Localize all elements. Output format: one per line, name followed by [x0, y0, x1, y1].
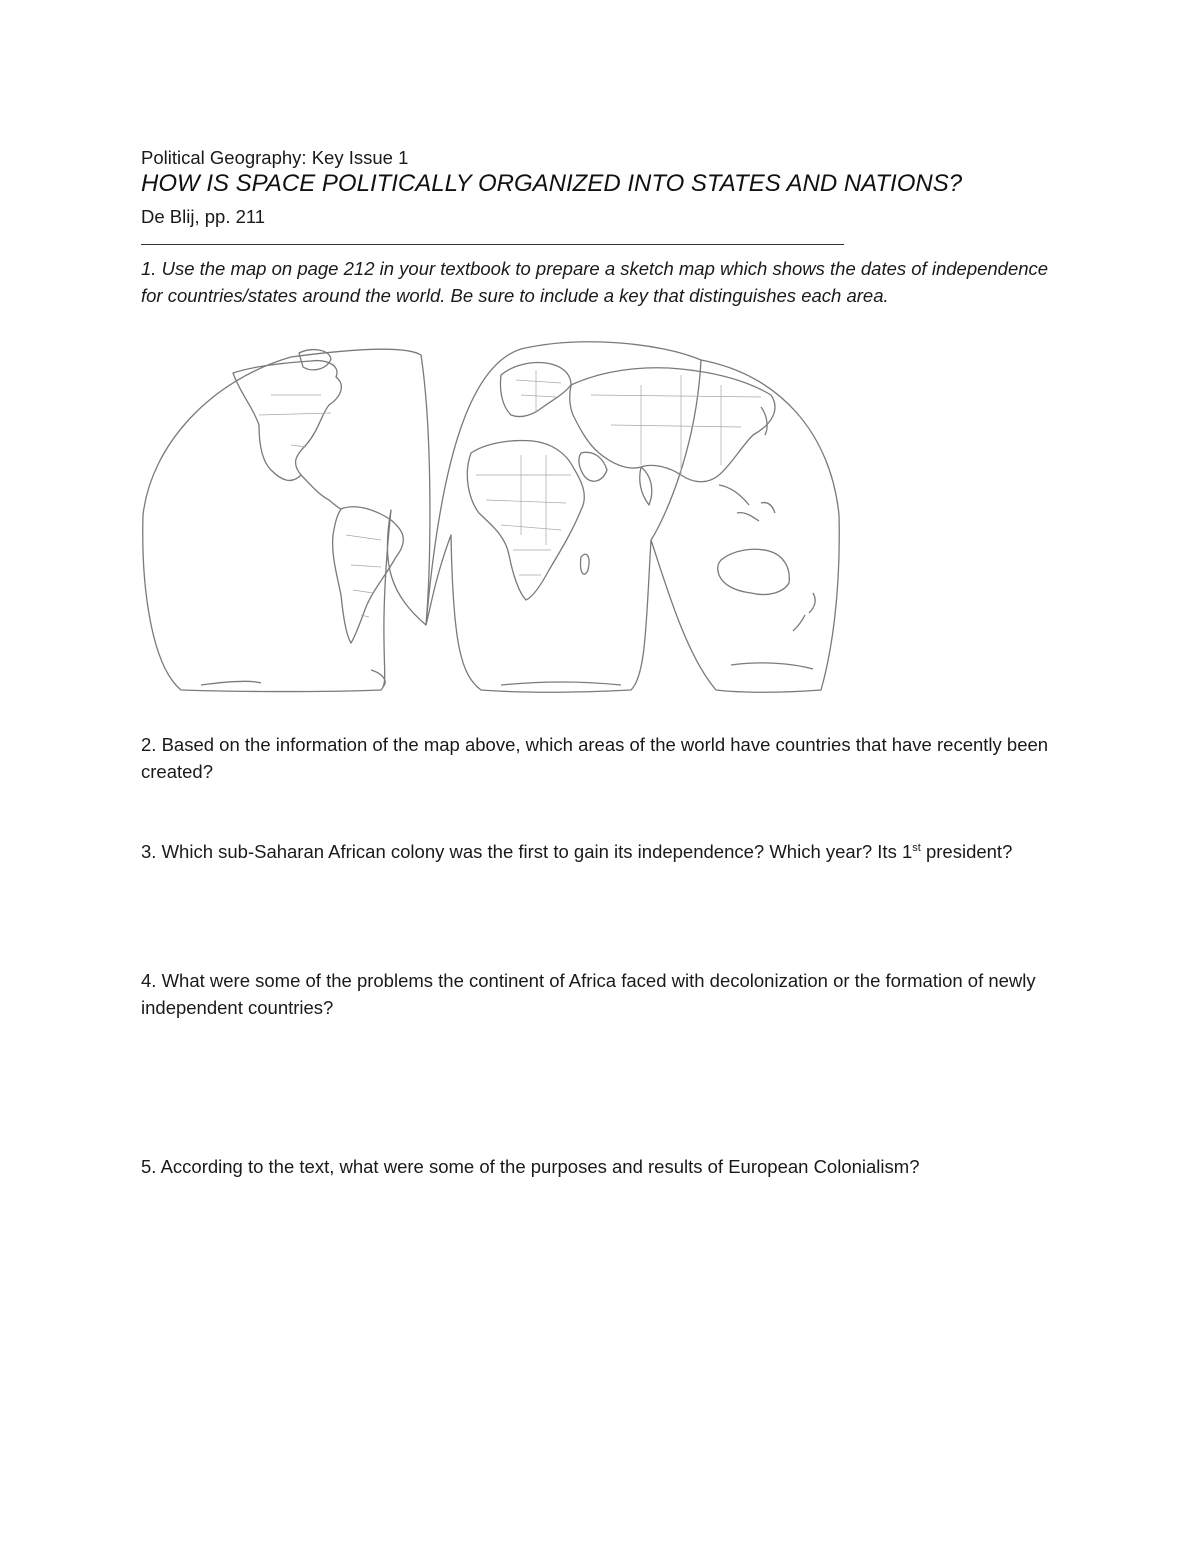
australia-outline — [718, 549, 790, 594]
country-borders-europe — [516, 370, 561, 413]
asia-outline — [570, 368, 775, 482]
question-4-number: 4. — [141, 970, 157, 991]
asia-oceania-lobe-outline — [651, 360, 839, 692]
question-1 — [141, 255, 1061, 309]
question-1-text: Use the map on page 212 in your textbook to prepare a sketch map which shows the dates of independence for countries/states around the world. Be sure to include a key that distinguishes each area. — [141, 258, 1049, 306]
source-reference: De Blij, pp. 211 — [141, 206, 266, 227]
country-borders-south-america — [346, 535, 381, 617]
greenland-outline — [299, 350, 331, 370]
southeast-asia-islands-outline — [719, 485, 775, 521]
question-3-superscript: st — [912, 841, 921, 854]
world-outline-map — [141, 335, 847, 705]
eurasia-africa-lobe-outline — [426, 342, 701, 692]
americas-lobe-outline — [143, 349, 430, 691]
question-1-number: 1. — [141, 258, 157, 279]
question-5-number: 5. — [141, 1156, 157, 1177]
page-title: HOW IS SPACE POLITICALLY ORGANIZED INTO STATES AND NATIONS? — [141, 170, 963, 197]
question-3-number: 3. — [141, 841, 157, 862]
question-2 — [141, 731, 1061, 785]
antarctica-outline-1 — [201, 670, 385, 687]
antarctica-outline-3 — [731, 663, 813, 669]
japan-outline — [761, 407, 767, 435]
question-4 — [141, 967, 1061, 1021]
subject-heading: Political Geography: Key Issue 1 — [141, 147, 409, 168]
question-2-number: 2. — [141, 734, 157, 755]
question-5-text: According to the text, what were some of the purposes and results of European Colonialism? — [160, 1156, 920, 1177]
central-america-outline — [301, 475, 341, 509]
india-outline — [640, 467, 652, 505]
question-3-text-after: president? — [920, 841, 1013, 862]
new-zealand-outline — [793, 593, 815, 631]
question-3 — [141, 838, 1061, 865]
madagascar-outline — [581, 554, 589, 574]
question-5 — [141, 1153, 1061, 1180]
question-3-text-before: Which sub-Saharan African colony was the first to gain its independence? Which year? Its 1 — [161, 841, 913, 862]
question-4-text: What were some of the problems the continent of Africa faced with decolonization or the formation of newly independent countries? — [141, 970, 1036, 1018]
south-america-outline — [333, 507, 404, 643]
antarctica-outline-2 — [501, 682, 621, 685]
question-2-text: Based on the information of the map above, which areas of the world have countries that have recently been created? — [141, 734, 1049, 782]
country-borders-asia — [591, 375, 761, 475]
divider-line — [141, 244, 844, 245]
africa-outline — [467, 441, 584, 601]
north-america-outline — [233, 361, 341, 481]
